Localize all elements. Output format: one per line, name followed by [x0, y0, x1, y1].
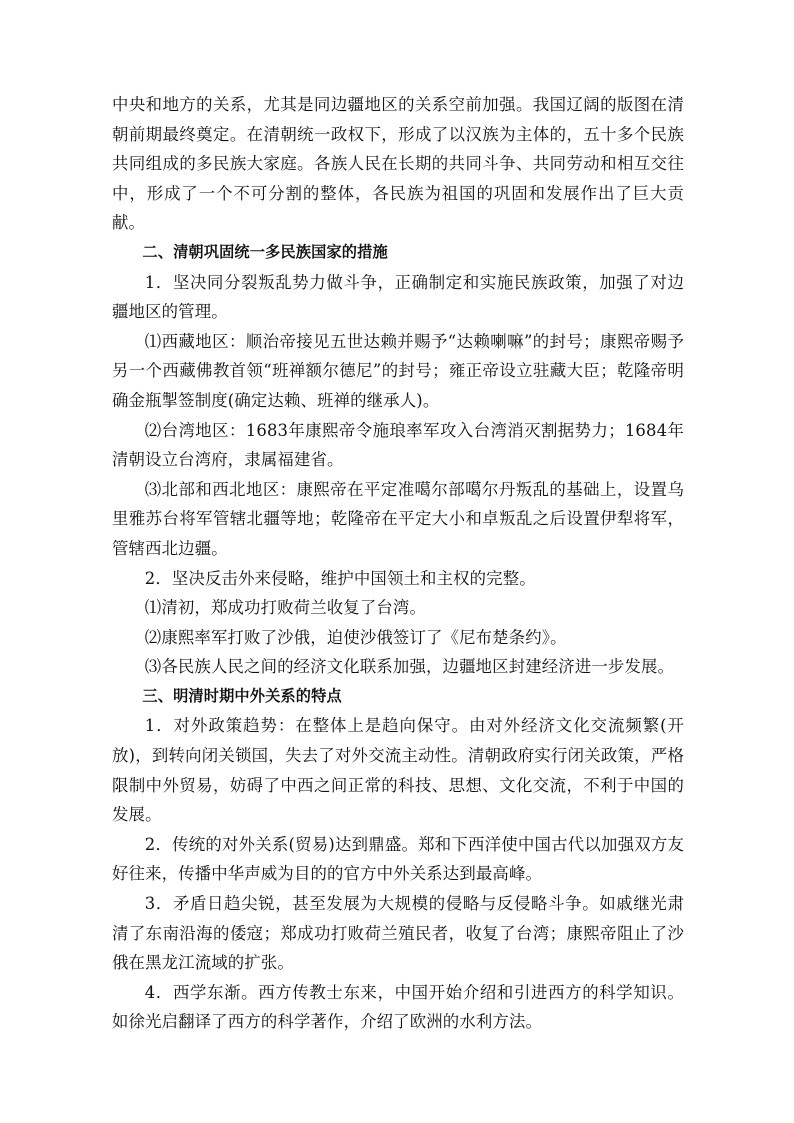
paragraph-western-learning: 4．西学东渐。西方传教士东来，中国开始介绍和引进西方的科学知识。如徐光启翻译了西方的科学著作，介绍了欧洲的水利方法。: [112, 982, 684, 1032]
section-heading-qing-measures: 二、清朝巩固统一多民族国家的措施: [142, 242, 388, 261]
paragraph-tibet: ⑴西藏地区：顺治帝接见五世达赖并赐予“达赖喇嘛”的封号；康熙帝赐予另一个西藏佛教首领“班禅额尔德尼”的封号；雍正帝设立驻藏大臣；乾隆帝明确金瓶掣签制度(确定达赖、班禅的继承人)。: [112, 331, 684, 410]
paragraph-north-northwest: ⑶北部和西北地区：康熙帝在平定准噶尔部噶尔丹叛乱的基础上，设置乌里雅苏台将军管辖北疆等地；乾隆帝在平定大小和卓叛乱之后设置伊犁将军，管辖西北边疆。: [112, 479, 684, 558]
paragraph-kangxi-russia: ⑵康熙率军打败了沙俄，迫使沙俄签订了《尼布楚条约》。: [144, 627, 567, 647]
paragraph-zheng-chenggong: ⑴清初，郑成功打败荷兰收复了台湾。: [144, 598, 426, 618]
paragraph-foreign-policy-trend: 1．对外政策趋势：在整体上是趋向保守。由对外经济文化交流频繁(开放)，到转向闭关锁国，失去了对外交流主动性。清朝政府实行闭关政策，严格限制中外贸易，妨碍了中西之间正常的科技、思想、文化交流，不利于中国的发展。: [112, 716, 684, 825]
paragraph-item-1: 1．坚决同分裂叛乱势力做斗争，正确制定和实施民族政策，加强了对边疆地区的管理。: [112, 272, 684, 322]
paragraph-conflicts: 3．矛盾日趋尖锐，甚至发展为大规模的侵略与反侵略斗争。如戚继光肃清了东南沿海的倭寇；郑成功打败荷兰殖民者，收复了台湾；康熙帝阻止了沙俄在黑龙江流域的扩张。: [112, 894, 684, 973]
paragraph-taiwan: ⑵台湾地区：1683年康熙帝令施琅率军攻入台湾消灭割据势力；1684年清朝设立台湾府，隶属福建省。: [112, 420, 684, 470]
paragraph-intro: 中央和地方的关系，尤其是同边疆地区的关系空前加强。我国辽阔的版图在清朝前期最终奠定。在清朝统一政权下，形成了以汉族为主体的，五十多个民族共同组成的多民族大家庭。各族人民在长期的共同斗争、共同劳动和相互交往中，形成了一个不可分割的整体，各民族为祖国的巩固和发展作出了巨大贡献。: [112, 95, 684, 233]
paragraph-economic-links: ⑶各民族人民之间的经济文化联系加强，边疆地区封建经济进一步发展。: [144, 657, 675, 677]
paragraph-item-2: 2．坚决反击外来侵略，维护中国领土和主权的完整。: [144, 568, 536, 588]
paragraph-traditional-relations: 2．传统的对外关系(贸易)达到鼎盛。郑和下西洋使中国古代以加强双方友好往来，传播中华声威为目的的官方中外关系达到最高峰。: [112, 834, 684, 884]
section-heading-foreign-relations: 三、明清时期中外关系的特点: [142, 686, 342, 705]
document-body: [112, 90, 684, 1037]
